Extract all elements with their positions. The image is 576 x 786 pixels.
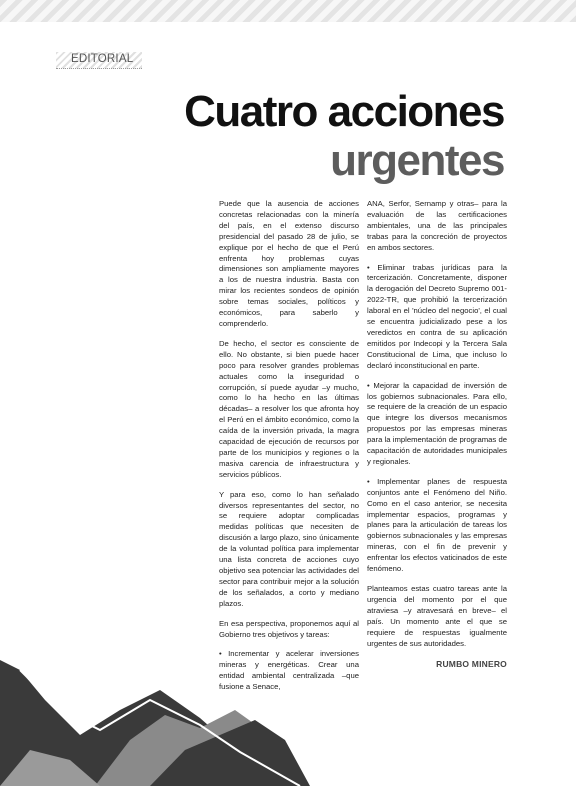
paragraph: En esa perspectiva, proponemos aquí al Gobierno tres objetivos y tareas: <box>219 618 359 639</box>
paragraph: • Mejorar la capacidad de inversión de los gobiernos subnacionales. Para ello, se requiere de la creación de un espacio que integre los diversos mecanismos propuestos por las empresas mineras para la implementación de programas de capacitación de autoridades municipales y regionales. <box>367 380 507 466</box>
paragraph: Planteamos estas cuatro tareas ante la urgencia del momento por el que atraviesa –y atravesará en breve– el país. Un momento ante el que se requiere de respuestas igualmente urgentes de sus autoridades. <box>367 584 507 648</box>
section-label <box>56 52 142 69</box>
signature: RUMBO MINERO <box>436 659 507 670</box>
headline-line-2: urgentes <box>330 136 504 185</box>
article-column-right <box>367 199 507 670</box>
section-label-text: EDITORIAL <box>71 53 134 65</box>
paragraph: ANA, Serfor, Sernamp y otras– para la evaluación de las certificaciones ambientales, una de las principales trabas para la concreción de proyectos en ambos sectores. <box>367 199 507 252</box>
article-column-left <box>219 199 359 702</box>
paragraph: • Eliminar trabas jurídicas para la tercerización. Concretamente, disponer la derogación del Decreto Supremo 001-2022-TR, que prohibió la tercerización laboral en el 'núcleo del negocio', el cual se encuentra judicializado pese a los veredictos en contra de su aplicación emitidos por Indecopi y la Tercera Sala Constitucional de Lima, que incluso lo declaró inconstitucional en parte. <box>367 262 507 370</box>
headline-line-1: Cuatro acciones <box>184 87 504 136</box>
paragraph: Puede que la ausencia de acciones concretas relacionadas con la minería del país, en el extenso discurso presidencial del pasado 28 de julio, se explique por el hecho de que el Perú enfrenta hoy problemas cuyas dimensiones son ampliamente mayores a los de nuestra industria. Basta con mirar los recientes sondeos de opinión sobre temas sociales, políticos y económicos, para saberlo y comprenderlo. <box>219 199 359 328</box>
paragraph: • Implementar planes de respuesta conjuntos ante el Fenómeno del Niño. Como en el caso anterior, se necesita implementar espacios, programas y planes para la articulación de tareas los gobiernos subnacionales y las empresas mineras, con el fin de prevenir y enfrentar los efectos vaticinados de este fenómeno. <box>367 476 507 574</box>
paragraph: • Incrementar y acelerar inversiones mineras y energéticas. Crear una entidad ambiental centralizada –que fusione a Senace, <box>219 649 359 692</box>
paragraph: De hecho, el sector es consciente de ello. No obstante, si bien puede hacer poco para resolver grandes problemas actuales como la inseguridad o corrupción, sí puede ayudar –y mucho, como lo ha hecho en las últimas décadas– a resolver los que afronta hoy el Perú en el ámbito económico, como la caída de la inversión privada, la magra capacidad de ejecución de recursos por parte de los municipios y regiones o la masiva carencia de infraestructura y servicios públicos. <box>219 338 359 479</box>
mountain-illustration <box>0 640 576 786</box>
paragraph: Y para eso, como lo han señalado diversos representantes del sector, no se requiere adoptar complicadas medidas políticas que necesiten de discusión a largo plazo, sino únicamente de la voluntad política para implementar una lista concreta de acciones cuyo objetivo sea potenciar las actividades del sector para contribuir mejor a la solución de los señalados, a corto y mediano plazos. <box>219 489 359 608</box>
top-stripe-band <box>0 0 576 22</box>
